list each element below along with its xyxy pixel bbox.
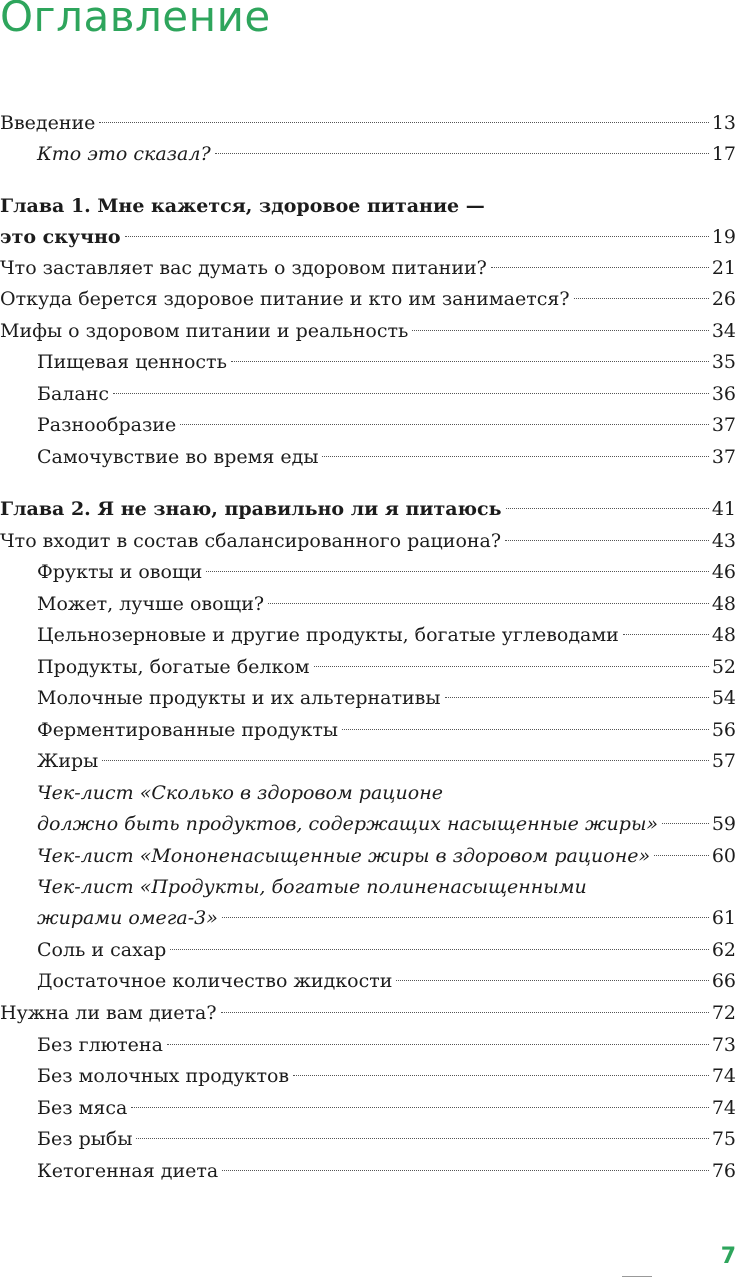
leader-dots [506, 508, 709, 509]
toc-entry-page: 72 [711, 1002, 736, 1024]
leader-dots [623, 634, 709, 635]
toc-entry-page: 74 [711, 1097, 736, 1119]
toc-entry-chapter-1[interactable] [0, 191, 736, 253]
leader-dots [170, 949, 709, 950]
toc-entry-page: 37 [711, 414, 736, 436]
toc-entry[interactable] [0, 1030, 736, 1061]
leader-dots [180, 424, 709, 425]
toc-entry[interactable] [0, 966, 736, 997]
toc-entry[interactable] [0, 746, 736, 777]
toc-entry-label: Кто это сказал? [37, 143, 211, 165]
toc-entry-label: Кетогенная диета [37, 1160, 219, 1182]
toc-entry-page: 62 [711, 939, 736, 961]
leader-dots [505, 540, 709, 541]
leader-dots [268, 603, 709, 604]
leader-dots [322, 456, 708, 457]
toc-entry-introduction[interactable] [0, 108, 736, 139]
toc-entry-label: Молочные продукты и их альтернативы [37, 687, 441, 709]
toc-entry-page: 21 [711, 257, 736, 279]
toc-entry-label: Фрукты и овощи [37, 561, 203, 583]
leader-dots [113, 393, 709, 394]
toc-entry-label: Достаточное количество жидкости [37, 970, 393, 992]
toc-entry-page: 48 [711, 593, 736, 615]
toc-entry[interactable] [0, 1093, 736, 1124]
toc-entry[interactable] [0, 1061, 736, 1092]
leader-dots [491, 267, 709, 268]
leader-dots [342, 729, 709, 730]
leader-dots [314, 666, 709, 667]
toc-entry[interactable] [0, 253, 736, 284]
toc-entry-label-line1: Чек-лист «Сколько в здоровом рационе [37, 782, 443, 804]
leader-dots [396, 980, 708, 981]
toc-entry-page: 41 [711, 498, 736, 520]
toc-entry-label: Без мяса [37, 1097, 128, 1119]
toc-entry-page: 73 [711, 1034, 736, 1056]
toc-entry-checklist[interactable] [0, 872, 736, 934]
toc-entry-page: 74 [711, 1065, 736, 1087]
toc-entry-label: Без глютена [37, 1034, 163, 1056]
toc-entry-label: Чек-лист «Мононенасыщенные жиры в здоровом рационе» [37, 845, 651, 867]
toc-entry[interactable] [0, 557, 736, 588]
toc-entry-chapter-2[interactable] [0, 494, 736, 525]
leader-dots [206, 571, 709, 572]
toc-entry-page: 54 [711, 687, 736, 709]
toc-entry-label: Соль и сахар [37, 939, 167, 961]
toc-entry-page: 34 [711, 320, 736, 342]
page-title: Оглавление [0, 0, 271, 41]
leader-dots [136, 1138, 708, 1139]
toc-entry[interactable] [0, 652, 736, 683]
toc-entry-page: 75 [711, 1128, 736, 1150]
leader-dots [125, 236, 709, 237]
toc-entry-page: 36 [711, 383, 736, 405]
leader-dots [654, 855, 709, 856]
leader-dots [99, 122, 708, 123]
toc-entry-label: Пищевая ценность [37, 351, 227, 373]
toc-entry[interactable] [0, 998, 736, 1029]
leader-dots [445, 697, 709, 698]
toc-entry[interactable] [0, 715, 736, 746]
toc-entry-label: Жиры [37, 750, 99, 772]
toc-entry-who-said[interactable] [0, 139, 736, 170]
toc-entry-label: Что входит в состав сбалансированного рациона? [0, 530, 502, 552]
leader-dots [221, 1012, 709, 1013]
toc-entry-label: Откуда берется здоровое питание и кто им занимается? [0, 288, 570, 310]
toc-entry-page: 35 [711, 351, 736, 373]
toc-entry-label: Баланс [37, 383, 109, 405]
toc-entry-label-line1: Глава 1. Мне кажется, здоровое питание — [0, 195, 485, 217]
toc-entry-label: Нужна ли вам диета? [0, 1002, 217, 1024]
toc-entry-page: 59 [711, 813, 736, 835]
toc-entry-page: 26 [711, 288, 736, 310]
leader-dots [215, 153, 709, 154]
toc-entry-label: Продукты, богатые белком [37, 656, 310, 678]
leader-dots [662, 823, 709, 824]
toc-entry[interactable] [0, 347, 736, 378]
toc-entry-label: Что заставляет вас думать о здоровом питании? [0, 257, 487, 279]
toc-entry-label-line1: Чек-лист «Продукты, богатые полиненасыщенными [37, 876, 587, 898]
toc-entry-label: Мифы о здоровом питании и реальность [0, 320, 409, 342]
toc-entry[interactable] [0, 316, 736, 347]
toc-entry[interactable] [0, 442, 736, 473]
toc-entry-label: Без рыбы [37, 1128, 133, 1150]
toc-entry-page: 13 [711, 112, 736, 134]
toc-entry-page: 48 [711, 624, 736, 646]
toc-entry-label: жирами омега-3» [37, 907, 218, 929]
leader-dots [231, 361, 709, 362]
toc-entry-label: Может, лучше овощи? [37, 593, 265, 615]
leader-dots [412, 330, 708, 331]
toc-entry[interactable] [0, 1124, 736, 1155]
leader-dots [222, 917, 709, 918]
toc-entry-page: 76 [711, 1160, 736, 1182]
toc-entry-page: 66 [711, 970, 736, 992]
toc-entry-label: Цельнозерновые и другие продукты, богатые углеводами [37, 624, 619, 646]
toc-entry-page: 37 [711, 446, 736, 468]
toc-entry[interactable] [0, 284, 736, 315]
toc-entry-checklist[interactable] [0, 841, 736, 872]
toc-entry[interactable] [0, 379, 736, 410]
toc-entry-page: 19 [711, 226, 736, 248]
toc-entry-label: Разнообразие [37, 414, 177, 436]
toc-entry-page: 52 [711, 656, 736, 678]
toc-entry-page: 17 [711, 143, 736, 165]
toc-entry-label: Введение [0, 112, 96, 134]
toc-entry-checklist[interactable] [0, 778, 736, 840]
leader-dots [102, 760, 709, 761]
leader-dots [293, 1075, 709, 1076]
toc-entry-label: Самочувствие во время еды [37, 446, 319, 468]
toc-entry-page: 46 [711, 561, 736, 583]
toc-entry-page: 56 [711, 719, 736, 741]
leader-dots [131, 1107, 708, 1108]
toc-entry[interactable] [0, 589, 736, 620]
toc-entry-label: Ферментированные продукты [37, 719, 339, 741]
toc-entry[interactable] [0, 1156, 736, 1187]
leader-dots [574, 298, 709, 299]
toc-entry[interactable] [0, 526, 736, 557]
toc-entry-page: 61 [711, 907, 736, 929]
leader-dots [222, 1170, 709, 1171]
bottom-divider [622, 1276, 652, 1277]
toc-entry-page: 43 [711, 530, 736, 552]
toc-entry-label: это скучно [0, 226, 121, 248]
toc-entry-label: должно быть продуктов, содержащих насыщенные жиры» [37, 813, 659, 835]
toc-entry[interactable] [0, 620, 736, 651]
toc-entry-page: 57 [711, 750, 736, 772]
toc-entry-label: Глава 2. Я не знаю, правильно ли я питаюсь [0, 498, 502, 520]
leader-dots [167, 1044, 709, 1045]
toc-entry-page: 60 [711, 845, 736, 867]
toc-entry-label: Без молочных продуктов [37, 1065, 290, 1087]
toc-entry[interactable] [0, 410, 736, 441]
page-number: 7 [720, 1244, 736, 1269]
toc-entry[interactable] [0, 935, 736, 966]
toc-entry[interactable] [0, 683, 736, 714]
